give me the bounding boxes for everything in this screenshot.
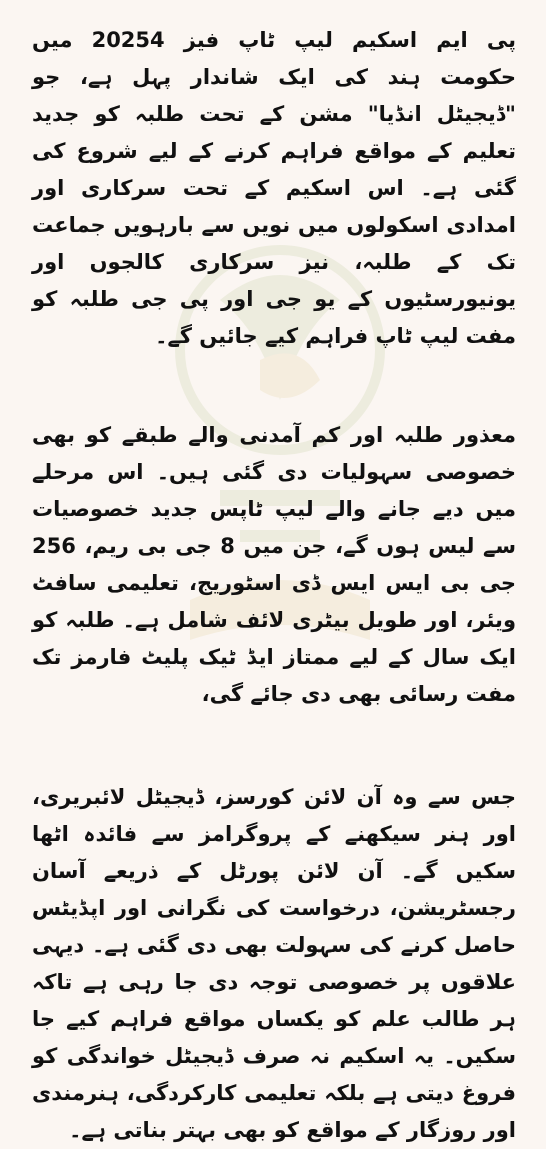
article-body xyxy=(32,22,516,1149)
paragraph: معذور طلبہ اور کم آمدنی والے طبقے کو بھی خصوصی سہولیات دی گئی ہیں۔ اس مرحلے میں دیے جانے والے لیپ ٹاپس جدید خصوصیات سے لیس ہوں گے، جن میں 8 جی بی ریم، 256 جی بی ایس ایس ڈی اسٹوریج، تعلیمی سافٹ ویئر، اور طویل بیٹری لائف شامل ہے۔ طلبہ کو ایک سال کے لیے ممتاز ایڈ ٹیک پلیٹ فارمز تک مفت رسائی بھی دی جائے گی، xyxy=(32,423,516,706)
paragraph: پی ایم اسکیم لیپ ٹاپ فیز 20254 میں حکومت ہند کی ایک شاندار پہل ہے، جو "ڈیجیٹل انڈیا" مشن کے تحت طلبہ کو جدید تعلیم کے مواقع فراہم کرنے کے لیے شروع کی گئی ہے۔ اس اسکیم کے تحت سرکاری اور امدادی اسکولوں میں نویں سے بارہویں جماعت تک کے طلبہ، نیز سرکاری کالجوں اور یونیورسٹیوں کے یو جی اور پی جی طلبہ کو مفت لیپ ٹاپ فراہم کیے جائیں گے۔ xyxy=(32,28,516,348)
paragraph: جس سے وہ آن لائن کورسز، ڈیجیٹل لائبریری، اور ہنر سیکھنے کے پروگرامز سے فائدہ اٹھا سکیں گے۔ آن لائن پورٹل کے ذریعے آسان رجسٹریشن، درخواست کی نگرانی اور اپڈیٹس حاصل کرنے کی سہولت بھی دی گئی ہے۔ دیہی علاقوں پر خصوصی توجہ دی جا رہی ہے تاکہ ہر طالب علم کو یکساں مواقع فراہم کیے جا سکیں۔ یہ اسکیم نہ صرف ڈیجیٹل خواندگی کو فروغ دیتی ہے بلکہ تعلیمی کارکردگی، ہنرمندی اور روزگار کے مواقع کو بھی بہتر بناتی ہے۔ xyxy=(32,785,516,1142)
